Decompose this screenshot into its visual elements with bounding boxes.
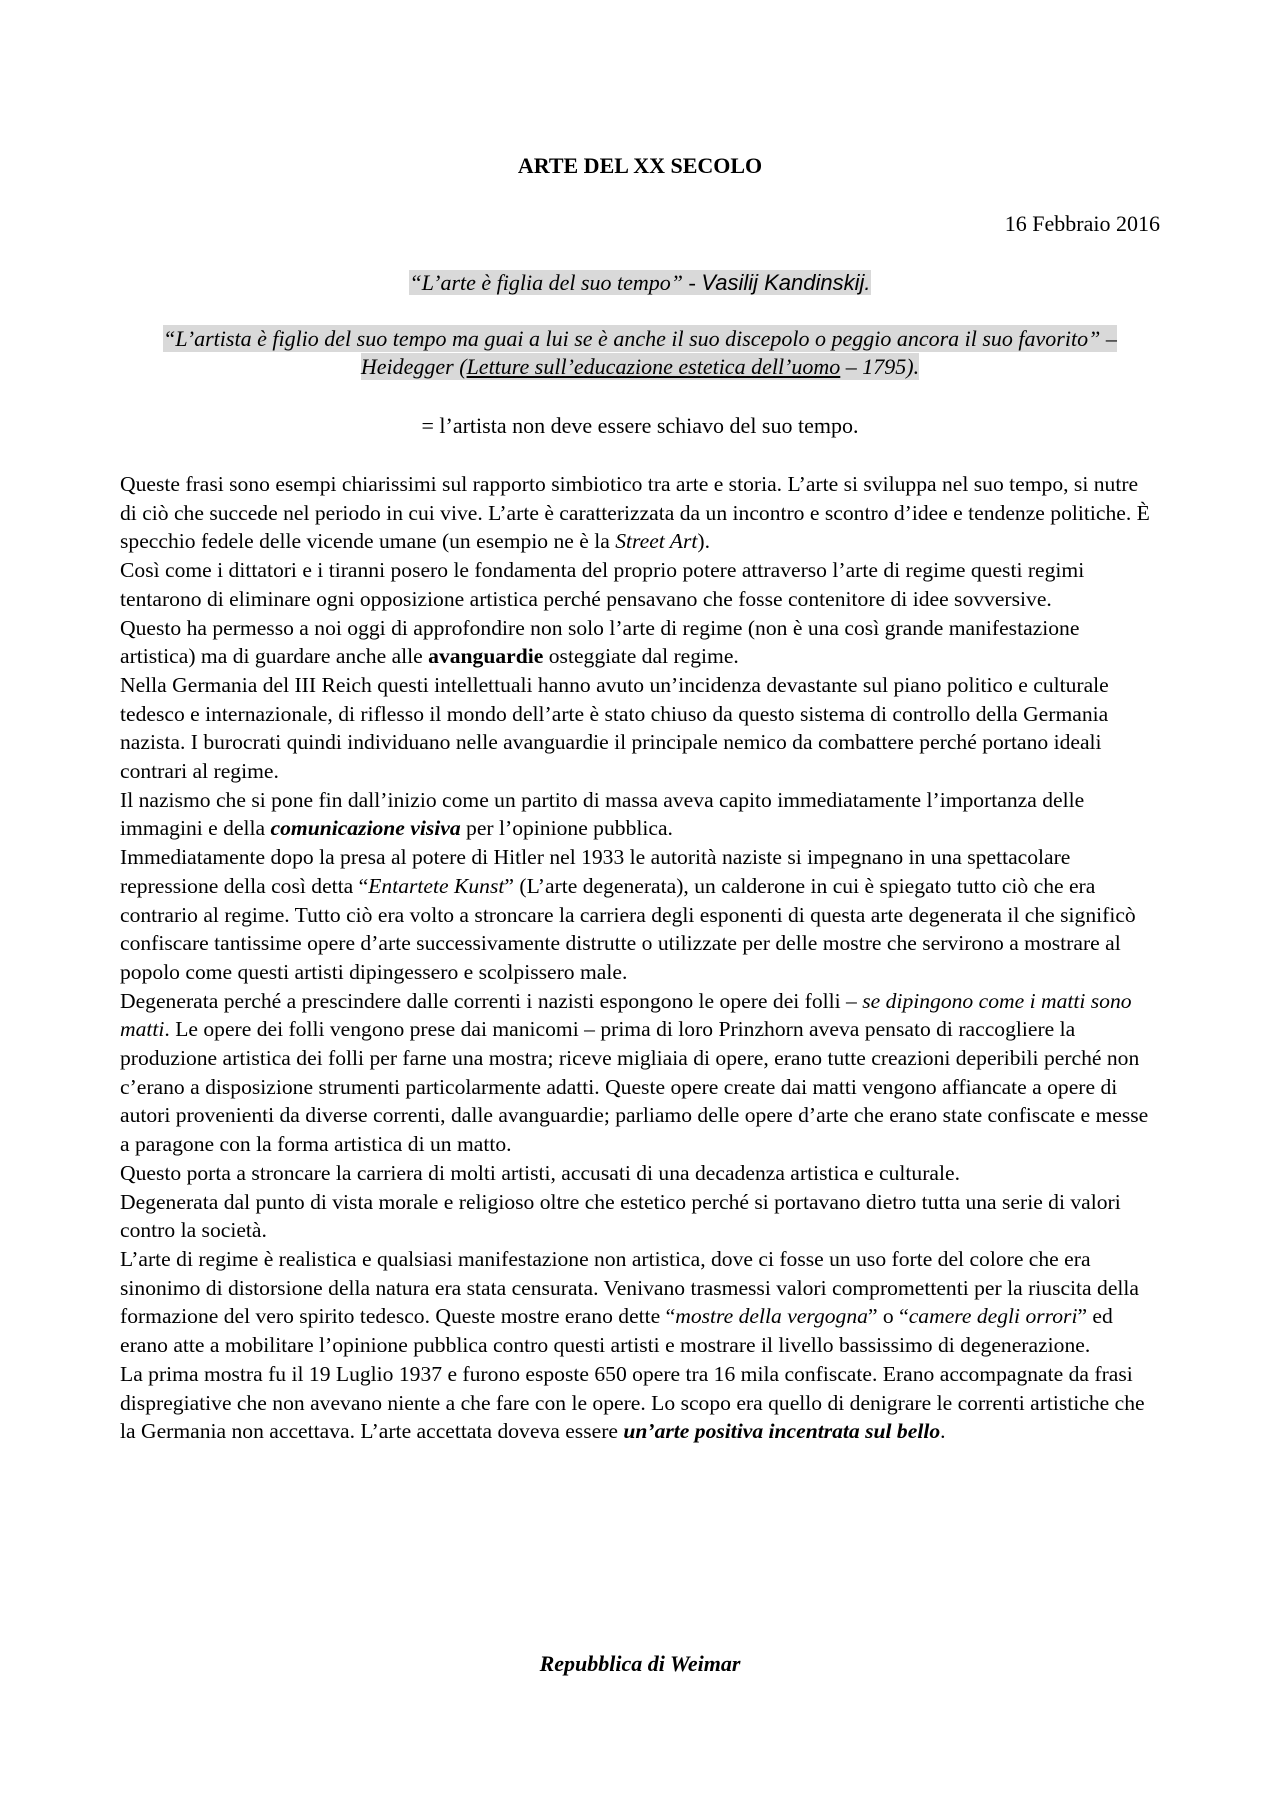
paragraph-text: ” o “ [867, 1304, 909, 1329]
quote-text: “L’artista è figlio del suo tempo ma guai a lui se è anche il suo discepolo o peggio ancora il suo favorito” – Heidegger ( [163, 326, 1117, 379]
paragraph-1 [120, 470, 1160, 556]
paragraph-bold: avanguardie [428, 644, 544, 669]
paragraph-6 [120, 843, 1160, 987]
paragraph-4: Nella Germania del III Reich questi intellettuali hanno avuto un’incidenza devastante sul piano politico e culturale tedesco e internazionale, di riflesso il mondo dell’arte è stato chiuso da questo sistema di controllo della Germania nazista. I burocrati quindi individuano nelle avanguardie il principale nemico da combattere perché portano ideali contrari al regime. [120, 672, 1109, 784]
quote-work-title: Letture sull’educazione estetica dell’uomo [466, 354, 841, 379]
paragraph-text: Queste frasi sono esempi chiarissimi sul rapporto simbiotico tra arte e storia. L’arte si sviluppa nel suo tempo, si nutre di ciò che succede nel periodo in cui vive. L’arte è caratterizzata da un incontro e scontro d’idee e tendenze politiche. È specchio fedele delle vicende umane (un esempio ne è la [120, 472, 1150, 554]
paragraph-emphasis: mostre della vergogna [675, 1304, 868, 1329]
paragraph-9: Degenerata dal punto di vista morale e religioso oltre che estetico perché si portavano dietro tutta una serie di valori contro la società. [120, 1189, 1121, 1243]
kandinskij-quote [120, 268, 1160, 298]
paragraph-text: ” (L’arte degenerata), un calderone in cui è spiegato tutto ciò che era contrario al regime. Tutto ciò era volto a stroncare la carriera degli esponenti di questa arte degenerata il che significò confiscare tantissime opere d’arte successivamente distrutte o utilizzate per delle mostre che servirono a mostrare al popolo come questi artisti dipingessero e scolpissero male. [120, 873, 1136, 984]
paragraph-text: . [940, 1419, 946, 1444]
paragraph-bold-italic: comunicazione visiva [270, 816, 461, 841]
paragraph-text: ” ed erano atte a mobilitare l’opinione pubblica contro questi artisti e mostrare il livello bassissimo di degenerazione. [120, 1304, 1113, 1358]
paragraph-text: Degenerata perché a prescindere dalle correnti i nazisti espongono le opere dei folli – [120, 988, 863, 1013]
paragraph-text: La prima mostra fu il 19 Luglio 1937 e furono esposte 650 opere tra 16 mila confiscate. Erano accompagnate da frasi dispregiative che non avevano niente a che fare con le opere. Lo scopo era quello di denigrare le correnti artistiche che la Germania non accettava. L’arte accettata doveva essere [120, 1361, 1145, 1444]
paragraph-text: osteggiate dal regime. [543, 644, 739, 669]
paragraph-7 [120, 987, 1160, 1159]
document-date: 16 Febbraio 2016 [1004, 211, 1160, 236]
paragraph-bold-italic: un’arte positiva incentrata sul bello [623, 1419, 941, 1444]
paragraph-emphasis: Street Art [615, 529, 698, 554]
paragraph-emphasis: camere degli orrori [908, 1304, 1078, 1329]
quote-highlight [409, 270, 870, 295]
paragraph-emphasis: Entartete Kunst [368, 873, 505, 898]
paragraph-5 [120, 786, 1160, 843]
body-text [120, 470, 1160, 1446]
quote-author: Vasilij Kandinskij. [701, 270, 871, 295]
document-title: ARTE DEL XX SECOLO [517, 153, 763, 178]
heidegger-quote [120, 325, 1160, 381]
paragraph-3 [120, 614, 1160, 671]
quote-year: – 1795). [840, 354, 920, 379]
paragraph-text: . Le opere dei folli vengono prese dai manicomi – prima di loro Prinzhorn aveva pensato di raccogliere la produzione artistica dei folli per farne una mostra; riceve migliaia di opere, erano tutte creazioni deperibili perché non c’erano a disposizione strumenti particolarmente adatti. Queste opere create dai matti vengono affiancate a opere di autori provenienti da diverse correnti, dalle avanguardie; parliamo delle opere d’arte che erano state confiscate e messe a paragone con la forma artistica di un matto. [120, 1017, 1149, 1157]
quote-text: “L’arte è figlia del suo tempo” - [409, 270, 702, 295]
paragraph-10 [120, 1245, 1160, 1360]
paragraph-text: per l’opinione pubblica. [460, 816, 673, 841]
paragraph-text: ). [697, 529, 710, 554]
quote-highlight [163, 325, 1117, 380]
paragraph-text: Questo ha permesso a noi oggi di approfondire non solo l’arte di regime (non è una così grande manifestazione artistica) ma di guardare anche alle [120, 615, 1080, 669]
paragraph-emphasis: se dipingono come i matti sono matti [120, 988, 1132, 1042]
paragraph-8: Questo porta a stroncare la carriera di molti artisti, accusati di una decadenza artistica e culturale. [120, 1160, 960, 1185]
paragraph-text: L’arte di regime è realistica e qualsiasi manifestazione non artistica, dove ci fosse un uso forte del colore che era sinonimo di distorsione della natura era stata censurata. Venivano trasmessi valori compromettenti per la riuscita della formazione del vero spirito tedesco. Queste mostre erano dette “ [120, 1246, 1139, 1329]
paragraph-2: Così come i dittatori e i tiranni posero le fondamenta del proprio potere attraverso l’arte di regime questi regimi tentarono di eliminare ogni opposizione artistica perché pensavano che fosse contenitore di idee sovversive. [120, 558, 1085, 611]
paragraph-text: Il nazismo che si pone fin dall’inizio come un partito di massa aveva capito immediatamente l’importanza delle immagini e della [120, 787, 1085, 841]
paragraph-11 [120, 1360, 1160, 1446]
quote-conclusion: = l’artista non deve essere schiavo del suo tempo. [421, 413, 859, 438]
paragraph-text: Immediatamente dopo la presa al potere di Hitler nel 1933 le autorità naziste si impegnano in una spettacolare repressione della così detta “ [120, 845, 1071, 898]
section-heading: Repubblica di Weimar [539, 1651, 741, 1676]
